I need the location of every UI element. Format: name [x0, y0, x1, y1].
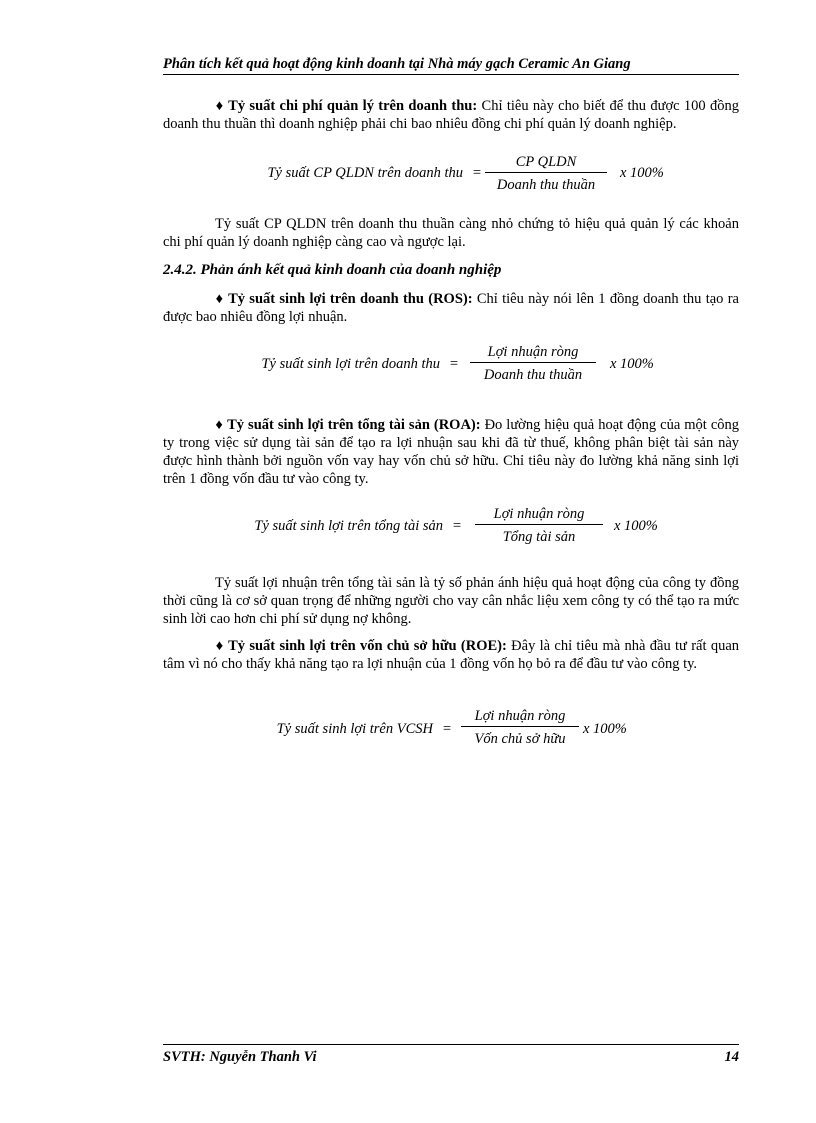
header-rule [163, 74, 739, 75]
fraction-bar [485, 172, 607, 173]
fraction-denominator: Doanh thu thuần [496, 177, 596, 193]
formula-equals: = [449, 356, 459, 372]
paragraph-text: Đo lường hiệu quả hoạt động của một công ty trong việc sử dụng tài sản để tạo ra lợi nhuận sau khi đã từ thuế, không phân biệt tài sản này được hình thành bởi nguồn vốn vay hay vốn chủ sở hữu. Chỉ tiêu này đo lường khả năng sinh lợi trên 1 đồng vốn đầu tư vào công ty. [163, 417, 740, 487]
fraction-denominator: Tổng tài sản [502, 529, 576, 545]
formula-lhs: Tỷ suất CP QLDN trên doanh thu [267, 165, 463, 181]
paragraph-ros [163, 290, 739, 326]
bullet-icon: ♦ [215, 417, 224, 433]
term-label: Tỷ suất sinh lợi trên tổng tài sản (ROA): [227, 417, 481, 433]
formula-multiplier: x 100% [610, 356, 654, 372]
bullet-icon: ♦ [215, 291, 224, 307]
paragraph-roe [163, 637, 739, 673]
fraction-bar [475, 524, 603, 525]
paragraph-text: Tỷ suất lợi nhuận trên tổng tài sản là tỷ số phản ánh hiệu quả hoạt động của công ty đồng thời cũng là cơ sở quan trọng để những người cho vay cân nhắc liệu xem công ty có thể tạo ra mức sinh lời cao hơn chi phí sử dụng nợ không. [163, 575, 739, 627]
formula-fraction [470, 342, 596, 385]
formula-lhs: Tỷ suất sinh lợi trên VCSH [276, 721, 433, 737]
formula-fraction [485, 152, 607, 195]
fraction-denominator: Doanh thu thuần [483, 367, 583, 383]
paragraph-cp-qldn [163, 97, 739, 133]
paragraph-text: Chỉ tiêu này nói lên 1 đồng doanh thu tạo ra được bao nhiêu đồng lợi nhuận. [163, 291, 739, 325]
formula-multiplier: x 100% [614, 518, 658, 534]
footer-author: SVTH: Nguyễn Thanh Vi [163, 1049, 317, 1065]
paragraph-cp-qldn-note [163, 215, 739, 251]
formula-equals: = [442, 721, 452, 737]
formula-multiplier: x 100% [620, 165, 664, 181]
paragraph-roa-note [163, 574, 739, 628]
formula-equals: = [472, 165, 482, 181]
fraction-denominator: Vốn chủ sở hữu [474, 731, 566, 747]
paragraph-text: Tỷ suất CP QLDN trên doanh thu thuần càng nhỏ chứng tỏ hiệu quả quản lý các khoản chi phí quản lý doanh nghiệp càng cao và ngược lại. [163, 216, 739, 250]
bullet-icon: ♦ [215, 98, 224, 114]
formula-fraction [461, 706, 579, 749]
fraction-bar [461, 726, 579, 727]
fraction-numerator: Lợi nhuận ròng [493, 506, 585, 522]
paragraph-roa [163, 416, 739, 488]
term-label: Tỷ suất sinh lợi trên doanh thu (ROS): [228, 291, 473, 307]
fraction-numerator: Lợi nhuận ròng [487, 344, 579, 360]
term-label: Tỷ suất sinh lợi trên vốn chủ sở hữu (ROE): [228, 638, 507, 654]
footer-rule [163, 1044, 739, 1045]
section-heading: 2.4.2. Phản ánh kết quả kinh doanh của doanh nghiệp [163, 262, 502, 278]
formula-fraction [475, 504, 603, 547]
fraction-numerator: Lợi nhuận ròng [474, 708, 566, 724]
formula-lhs: Tỷ suất sinh lợi trên doanh thu [261, 356, 440, 372]
bullet-icon: ♦ [215, 638, 224, 654]
running-footer [163, 1049, 739, 1066]
paragraph-text: Đây là chỉ tiêu mà nhà đầu tư rất quan tâm vì nó cho thấy khả năng tạo ra lợi nhuận của 1 đồng vốn họ bỏ ra để đầu tư vào công ty. [163, 638, 740, 672]
formula-equals: = [452, 518, 462, 534]
page-number: 14 [724, 1049, 739, 1065]
formula-multiplier: x 100% [583, 721, 627, 737]
fraction-bar [470, 362, 596, 363]
running-header: Phân tích kết quả hoạt động kinh doanh tại Nhà máy gạch Ceramic An Giang [163, 56, 631, 72]
fraction-numerator: CP QLDN [515, 154, 577, 170]
term-label: Tỷ suất chi phí quản lý trên doanh thu: [228, 98, 478, 114]
formula-lhs: Tỷ suất sinh lợi trên tổng tài sản [254, 518, 443, 534]
paragraph-text: Chỉ tiêu này cho biết để thu được 100 đồng doanh thu thuần thì doanh nghiệp phải chi bao nhiêu đồng chi phí quản lý doanh nghiệp. [163, 98, 740, 132]
